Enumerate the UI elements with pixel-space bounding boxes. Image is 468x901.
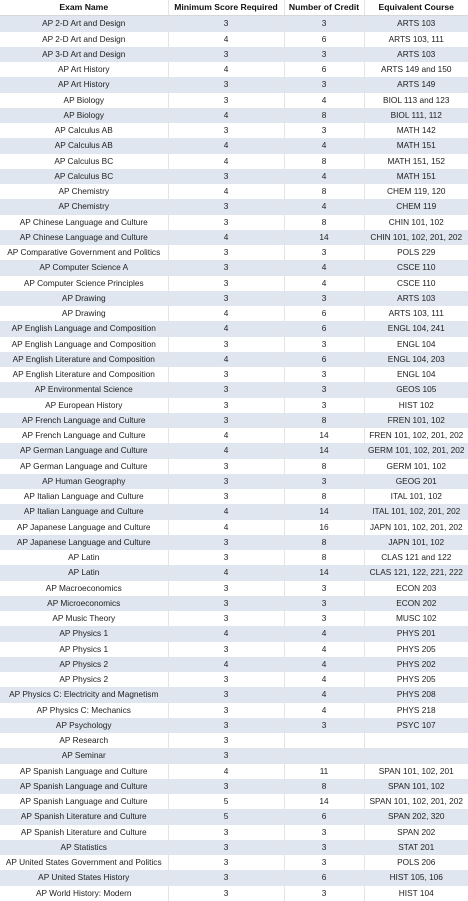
- equivalent-course-cell: PSYC 107: [364, 718, 468, 733]
- exam-name-cell: AP French Language and Culture: [0, 413, 168, 428]
- credit-count-cell: 3: [284, 474, 364, 489]
- equivalent-course-cell: HIST 102: [364, 398, 468, 413]
- minimum-score-cell: 3: [168, 16, 284, 32]
- minimum-score-cell: 4: [168, 657, 284, 672]
- equivalent-course-cell: [364, 733, 468, 748]
- exam-name-cell: AP Spanish Literature and Culture: [0, 809, 168, 824]
- credit-count-cell: 3: [284, 245, 364, 260]
- credit-count-cell: 14: [284, 794, 364, 809]
- table-row: [0, 352, 468, 367]
- header-equivalent-course: Equivalent Course: [364, 0, 468, 16]
- exam-name-cell: AP Calculus BC: [0, 154, 168, 169]
- credit-count-cell: 6: [284, 62, 364, 77]
- exam-name-cell: AP Latin: [0, 550, 168, 565]
- credit-count-cell: 8: [284, 535, 364, 550]
- equivalent-course-cell: ECON 203: [364, 581, 468, 596]
- exam-name-cell: AP Calculus AB: [0, 123, 168, 138]
- table-row: [0, 443, 468, 458]
- exam-name-cell: AP Music Theory: [0, 611, 168, 626]
- credit-count-cell: 4: [284, 93, 364, 108]
- equivalent-course-cell: ARTS 149: [364, 77, 468, 92]
- minimum-score-cell: 3: [168, 199, 284, 214]
- table-row: [0, 550, 468, 565]
- table-row: [0, 428, 468, 443]
- minimum-score-cell: 3: [168, 337, 284, 352]
- equivalent-course-cell: GERM 101, 102, 201, 202: [364, 443, 468, 458]
- exam-name-cell: AP Chemistry: [0, 184, 168, 199]
- equivalent-course-cell: BIOL 113 and 123: [364, 93, 468, 108]
- equivalent-course-cell: SPAN 101, 102, 201, 202: [364, 794, 468, 809]
- table-row: [0, 32, 468, 47]
- equivalent-course-cell: ENGL 104, 241: [364, 321, 468, 336]
- credit-count-cell: [284, 748, 364, 763]
- exam-name-cell: AP Spanish Language and Culture: [0, 779, 168, 794]
- equivalent-course-cell: ENGL 104: [364, 337, 468, 352]
- table-row: [0, 870, 468, 885]
- table-row: [0, 794, 468, 809]
- credit-count-cell: 3: [284, 337, 364, 352]
- exam-name-cell: AP Art History: [0, 62, 168, 77]
- minimum-score-cell: 4: [168, 520, 284, 535]
- exam-name-cell: AP Art History: [0, 77, 168, 92]
- minimum-score-cell: 4: [168, 443, 284, 458]
- equivalent-course-cell: STAT 201: [364, 840, 468, 855]
- equivalent-course-cell: JAPN 101, 102: [364, 535, 468, 550]
- exam-name-cell: AP Japanese Language and Culture: [0, 535, 168, 550]
- equivalent-course-cell: MATH 151: [364, 169, 468, 184]
- equivalent-course-cell: CSCE 110: [364, 276, 468, 291]
- equivalent-course-cell: BIOL 111, 112: [364, 108, 468, 123]
- minimum-score-cell: 5: [168, 794, 284, 809]
- table-header-row: [0, 0, 468, 16]
- equivalent-course-cell: CHEM 119, 120: [364, 184, 468, 199]
- table-row: [0, 123, 468, 138]
- credit-count-cell: 3: [284, 840, 364, 855]
- credit-count-cell: 14: [284, 504, 364, 519]
- credit-count-cell: 3: [284, 47, 364, 62]
- table-row: [0, 504, 468, 519]
- table-row: [0, 733, 468, 748]
- credit-count-cell: 8: [284, 459, 364, 474]
- exam-name-cell: AP Calculus AB: [0, 138, 168, 153]
- table-row: [0, 321, 468, 336]
- minimum-score-cell: 4: [168, 352, 284, 367]
- exam-name-cell: AP Drawing: [0, 306, 168, 321]
- minimum-score-cell: 3: [168, 748, 284, 763]
- minimum-score-cell: 4: [168, 62, 284, 77]
- credit-count-cell: 3: [284, 77, 364, 92]
- credit-count-cell: 8: [284, 550, 364, 565]
- exam-name-cell: AP 2-D Art and Design: [0, 32, 168, 47]
- table-row: [0, 748, 468, 763]
- credit-count-cell: 3: [284, 886, 364, 901]
- equivalent-course-cell: ARTS 149 and 150: [364, 62, 468, 77]
- table-row: [0, 382, 468, 397]
- exam-name-cell: AP European History: [0, 398, 168, 413]
- table-row: [0, 489, 468, 504]
- minimum-score-cell: 3: [168, 611, 284, 626]
- equivalent-course-cell: SPAN 101, 102: [364, 779, 468, 794]
- equivalent-course-cell: MUSC 102: [364, 611, 468, 626]
- equivalent-course-cell: GEOG 201: [364, 474, 468, 489]
- exam-name-cell: AP Human Geography: [0, 474, 168, 489]
- exam-name-cell: AP Statistics: [0, 840, 168, 855]
- credit-count-cell: 3: [284, 291, 364, 306]
- equivalent-course-cell: CLAS 121 and 122: [364, 550, 468, 565]
- exam-name-cell: AP Spanish Language and Culture: [0, 764, 168, 779]
- credit-count-cell: 8: [284, 154, 364, 169]
- exam-name-cell: AP Japanese Language and Culture: [0, 520, 168, 535]
- table-row: [0, 154, 468, 169]
- minimum-score-cell: 3: [168, 413, 284, 428]
- exam-name-cell: AP Italian Language and Culture: [0, 504, 168, 519]
- minimum-score-cell: 3: [168, 260, 284, 275]
- credit-count-cell: 6: [284, 306, 364, 321]
- table-row: [0, 596, 468, 611]
- table-row: [0, 276, 468, 291]
- header-minimum-score: Minimum Score Required: [168, 0, 284, 16]
- equivalent-course-cell: ENGL 104, 203: [364, 352, 468, 367]
- equivalent-course-cell: CHIN 101, 102, 201, 202: [364, 230, 468, 245]
- exam-name-cell: AP Calculus BC: [0, 169, 168, 184]
- credit-count-cell: 3: [284, 123, 364, 138]
- credit-count-cell: 6: [284, 32, 364, 47]
- exam-name-cell: AP Physics 2: [0, 672, 168, 687]
- minimum-score-cell: 4: [168, 230, 284, 245]
- credit-count-cell: 8: [284, 215, 364, 230]
- minimum-score-cell: 3: [168, 581, 284, 596]
- equivalent-course-cell: ENGL 104: [364, 367, 468, 382]
- header-exam-name: Exam Name: [0, 0, 168, 16]
- equivalent-course-cell: POLS 229: [364, 245, 468, 260]
- credit-count-cell: 8: [284, 184, 364, 199]
- exam-name-cell: AP Microeconomics: [0, 596, 168, 611]
- table-row: [0, 16, 468, 32]
- exam-name-cell: AP Computer Science Principles: [0, 276, 168, 291]
- exam-name-cell: AP World History: Modern: [0, 886, 168, 901]
- exam-name-cell: AP Physics C: Electricity and Magnetism: [0, 687, 168, 702]
- table-row: [0, 337, 468, 352]
- table-row: [0, 581, 468, 596]
- minimum-score-cell: 3: [168, 718, 284, 733]
- table-row: [0, 718, 468, 733]
- equivalent-course-cell: PHYS 202: [364, 657, 468, 672]
- exam-name-cell: AP Chinese Language and Culture: [0, 230, 168, 245]
- equivalent-course-cell: ARTS 103: [364, 16, 468, 32]
- exam-name-cell: AP Biology: [0, 108, 168, 123]
- table-row: [0, 703, 468, 718]
- minimum-score-cell: 4: [168, 428, 284, 443]
- equivalent-course-cell: MATH 151, 152: [364, 154, 468, 169]
- credit-count-cell: 11: [284, 764, 364, 779]
- equivalent-course-cell: HIST 105, 106: [364, 870, 468, 885]
- credit-count-cell: 3: [284, 382, 364, 397]
- table-row: [0, 184, 468, 199]
- exam-name-cell: AP Spanish Literature and Culture: [0, 825, 168, 840]
- minimum-score-cell: 4: [168, 626, 284, 641]
- credit-count-cell: 3: [284, 855, 364, 870]
- exam-name-cell: AP United States History: [0, 870, 168, 885]
- equivalent-course-cell: PHYS 201: [364, 626, 468, 641]
- exam-name-cell: AP Physics 1: [0, 626, 168, 641]
- exam-name-cell: AP Biology: [0, 93, 168, 108]
- minimum-score-cell: 5: [168, 809, 284, 824]
- exam-name-cell: AP Physics 1: [0, 642, 168, 657]
- credit-count-cell: 8: [284, 413, 364, 428]
- exam-name-cell: AP Chemistry: [0, 199, 168, 214]
- equivalent-course-cell: [364, 748, 468, 763]
- minimum-score-cell: 3: [168, 825, 284, 840]
- minimum-score-cell: 4: [168, 764, 284, 779]
- equivalent-course-cell: PHYS 218: [364, 703, 468, 718]
- equivalent-course-cell: GEOS 105: [364, 382, 468, 397]
- minimum-score-cell: 3: [168, 703, 284, 718]
- credit-count-cell: 3: [284, 398, 364, 413]
- credit-count-cell: 3: [284, 16, 364, 32]
- table-row: [0, 367, 468, 382]
- exam-name-cell: AP Comparative Government and Politics: [0, 245, 168, 260]
- minimum-score-cell: 3: [168, 398, 284, 413]
- credit-count-cell: 4: [284, 657, 364, 672]
- table-row: [0, 565, 468, 580]
- minimum-score-cell: 4: [168, 138, 284, 153]
- equivalent-course-cell: CHIN 101, 102: [364, 215, 468, 230]
- credit-count-cell: 4: [284, 703, 364, 718]
- minimum-score-cell: 3: [168, 886, 284, 901]
- table-row: [0, 199, 468, 214]
- equivalent-course-cell: JAPN 101, 102, 201, 202: [364, 520, 468, 535]
- table-row: [0, 291, 468, 306]
- credit-count-cell: 3: [284, 718, 364, 733]
- table-row: [0, 138, 468, 153]
- minimum-score-cell: 3: [168, 215, 284, 230]
- minimum-score-cell: 3: [168, 870, 284, 885]
- equivalent-course-cell: GERM 101, 102: [364, 459, 468, 474]
- minimum-score-cell: 3: [168, 733, 284, 748]
- credit-count-cell: 3: [284, 367, 364, 382]
- exam-name-cell: AP Chinese Language and Culture: [0, 215, 168, 230]
- table-row: [0, 886, 468, 901]
- equivalent-course-cell: HIST 104: [364, 886, 468, 901]
- exam-name-cell: AP Seminar: [0, 748, 168, 763]
- table-row: [0, 260, 468, 275]
- credit-count-cell: 8: [284, 489, 364, 504]
- equivalent-course-cell: FREN 101, 102, 201, 202: [364, 428, 468, 443]
- exam-name-cell: AP English Literature and Composition: [0, 352, 168, 367]
- equivalent-course-cell: PHYS 205: [364, 672, 468, 687]
- equivalent-course-cell: POLS 206: [364, 855, 468, 870]
- equivalent-course-cell: MATH 142: [364, 123, 468, 138]
- table-row: [0, 642, 468, 657]
- minimum-score-cell: 4: [168, 565, 284, 580]
- credit-count-cell: 4: [284, 169, 364, 184]
- table-row: [0, 687, 468, 702]
- table-row: [0, 215, 468, 230]
- credit-count-cell: 3: [284, 596, 364, 611]
- equivalent-course-cell: SPAN 202, 320: [364, 809, 468, 824]
- minimum-score-cell: 3: [168, 93, 284, 108]
- table-row: [0, 230, 468, 245]
- table-row: [0, 459, 468, 474]
- minimum-score-cell: 3: [168, 596, 284, 611]
- table-row: [0, 245, 468, 260]
- table-row: [0, 93, 468, 108]
- exam-name-cell: AP Environmental Science: [0, 382, 168, 397]
- minimum-score-cell: 3: [168, 535, 284, 550]
- minimum-score-cell: 3: [168, 672, 284, 687]
- minimum-score-cell: 3: [168, 47, 284, 62]
- header-number-of-credit: Number of Credit: [284, 0, 364, 16]
- credit-count-cell: 14: [284, 230, 364, 245]
- exam-name-cell: AP Physics C: Mechanics: [0, 703, 168, 718]
- table-row: [0, 169, 468, 184]
- equivalent-course-cell: ITAL 101, 102, 201, 202: [364, 504, 468, 519]
- table-row: [0, 672, 468, 687]
- exam-name-cell: AP 2-D Art and Design: [0, 16, 168, 32]
- table-row: [0, 520, 468, 535]
- table-body: [0, 16, 468, 901]
- credit-count-cell: [284, 733, 364, 748]
- credit-count-cell: 4: [284, 260, 364, 275]
- minimum-score-cell: 3: [168, 687, 284, 702]
- table-row: [0, 825, 468, 840]
- credit-count-cell: 8: [284, 779, 364, 794]
- table-row: [0, 809, 468, 824]
- minimum-score-cell: 4: [168, 32, 284, 47]
- minimum-score-cell: 3: [168, 779, 284, 794]
- equivalent-course-cell: CSCE 110: [364, 260, 468, 275]
- minimum-score-cell: 4: [168, 504, 284, 519]
- credit-count-cell: 14: [284, 443, 364, 458]
- minimum-score-cell: 3: [168, 77, 284, 92]
- equivalent-course-cell: CHEM 119: [364, 199, 468, 214]
- table-row: [0, 779, 468, 794]
- minimum-score-cell: 3: [168, 840, 284, 855]
- table-row: [0, 855, 468, 870]
- exam-name-cell: AP German Language and Culture: [0, 443, 168, 458]
- exam-name-cell: AP Spanish Language and Culture: [0, 794, 168, 809]
- equivalent-course-cell: SPAN 101, 102, 201: [364, 764, 468, 779]
- credit-count-cell: 6: [284, 352, 364, 367]
- exam-name-cell: AP English Literature and Composition: [0, 367, 168, 382]
- minimum-score-cell: 4: [168, 306, 284, 321]
- minimum-score-cell: 3: [168, 276, 284, 291]
- exam-name-cell: AP Latin: [0, 565, 168, 580]
- exam-name-cell: AP Physics 2: [0, 657, 168, 672]
- table-row: [0, 47, 468, 62]
- minimum-score-cell: 3: [168, 382, 284, 397]
- credit-count-cell: 4: [284, 138, 364, 153]
- equivalent-course-cell: ECON 202: [364, 596, 468, 611]
- minimum-score-cell: 4: [168, 108, 284, 123]
- minimum-score-cell: 3: [168, 459, 284, 474]
- minimum-score-cell: 4: [168, 184, 284, 199]
- minimum-score-cell: 3: [168, 291, 284, 306]
- table-row: [0, 535, 468, 550]
- table-row: [0, 77, 468, 92]
- credit-count-cell: 4: [284, 672, 364, 687]
- credit-count-cell: 4: [284, 687, 364, 702]
- minimum-score-cell: 3: [168, 367, 284, 382]
- credit-count-cell: 3: [284, 611, 364, 626]
- exam-name-cell: AP Italian Language and Culture: [0, 489, 168, 504]
- exam-name-cell: AP Macroeconomics: [0, 581, 168, 596]
- equivalent-course-cell: SPAN 202: [364, 825, 468, 840]
- minimum-score-cell: 3: [168, 855, 284, 870]
- equivalent-course-cell: CLAS 121, 122, 221, 222: [364, 565, 468, 580]
- credit-count-cell: 14: [284, 428, 364, 443]
- equivalent-course-cell: FREN 101, 102: [364, 413, 468, 428]
- credit-count-cell: 4: [284, 276, 364, 291]
- table-row: [0, 413, 468, 428]
- equivalent-course-cell: PHYS 205: [364, 642, 468, 657]
- credit-count-cell: 14: [284, 565, 364, 580]
- minimum-score-cell: 3: [168, 169, 284, 184]
- equivalent-course-cell: ARTS 103: [364, 47, 468, 62]
- equivalent-course-cell: MATH 151: [364, 138, 468, 153]
- exam-name-cell: AP Drawing: [0, 291, 168, 306]
- credit-count-cell: 6: [284, 870, 364, 885]
- minimum-score-cell: 3: [168, 474, 284, 489]
- equivalent-course-cell: ARTS 103, 111: [364, 306, 468, 321]
- credit-count-cell: 4: [284, 199, 364, 214]
- equivalent-course-cell: ITAL 101, 102: [364, 489, 468, 504]
- credit-count-cell: 3: [284, 825, 364, 840]
- table-row: [0, 611, 468, 626]
- credit-count-cell: 6: [284, 809, 364, 824]
- exam-name-cell: AP Psychology: [0, 718, 168, 733]
- table-row: [0, 398, 468, 413]
- table-row: [0, 764, 468, 779]
- equivalent-course-cell: ARTS 103, 111: [364, 32, 468, 47]
- equivalent-course-cell: PHYS 208: [364, 687, 468, 702]
- table-row: [0, 108, 468, 123]
- exam-name-cell: AP Research: [0, 733, 168, 748]
- exam-name-cell: AP Computer Science A: [0, 260, 168, 275]
- exam-name-cell: AP French Language and Culture: [0, 428, 168, 443]
- exam-name-cell: AP English Language and Composition: [0, 321, 168, 336]
- credit-count-cell: 4: [284, 642, 364, 657]
- credit-count-cell: 4: [284, 626, 364, 641]
- exam-name-cell: AP 3-D Art and Design: [0, 47, 168, 62]
- equivalent-course-cell: ARTS 103: [364, 291, 468, 306]
- minimum-score-cell: 3: [168, 123, 284, 138]
- minimum-score-cell: 4: [168, 154, 284, 169]
- table-row: [0, 657, 468, 672]
- minimum-score-cell: 3: [168, 642, 284, 657]
- minimum-score-cell: 3: [168, 550, 284, 565]
- minimum-score-cell: 3: [168, 245, 284, 260]
- minimum-score-cell: 4: [168, 321, 284, 336]
- credit-count-cell: 16: [284, 520, 364, 535]
- exam-name-cell: AP English Language and Composition: [0, 337, 168, 352]
- credit-count-cell: 8: [284, 108, 364, 123]
- table-row: [0, 626, 468, 641]
- table-row: [0, 474, 468, 489]
- table-row: [0, 840, 468, 855]
- minimum-score-cell: 3: [168, 489, 284, 504]
- exam-name-cell: AP German Language and Culture: [0, 459, 168, 474]
- credit-count-cell: 6: [284, 321, 364, 336]
- table-row: [0, 306, 468, 321]
- table-row: [0, 62, 468, 77]
- credit-count-cell: 3: [284, 581, 364, 596]
- exam-name-cell: AP United States Government and Politics: [0, 855, 168, 870]
